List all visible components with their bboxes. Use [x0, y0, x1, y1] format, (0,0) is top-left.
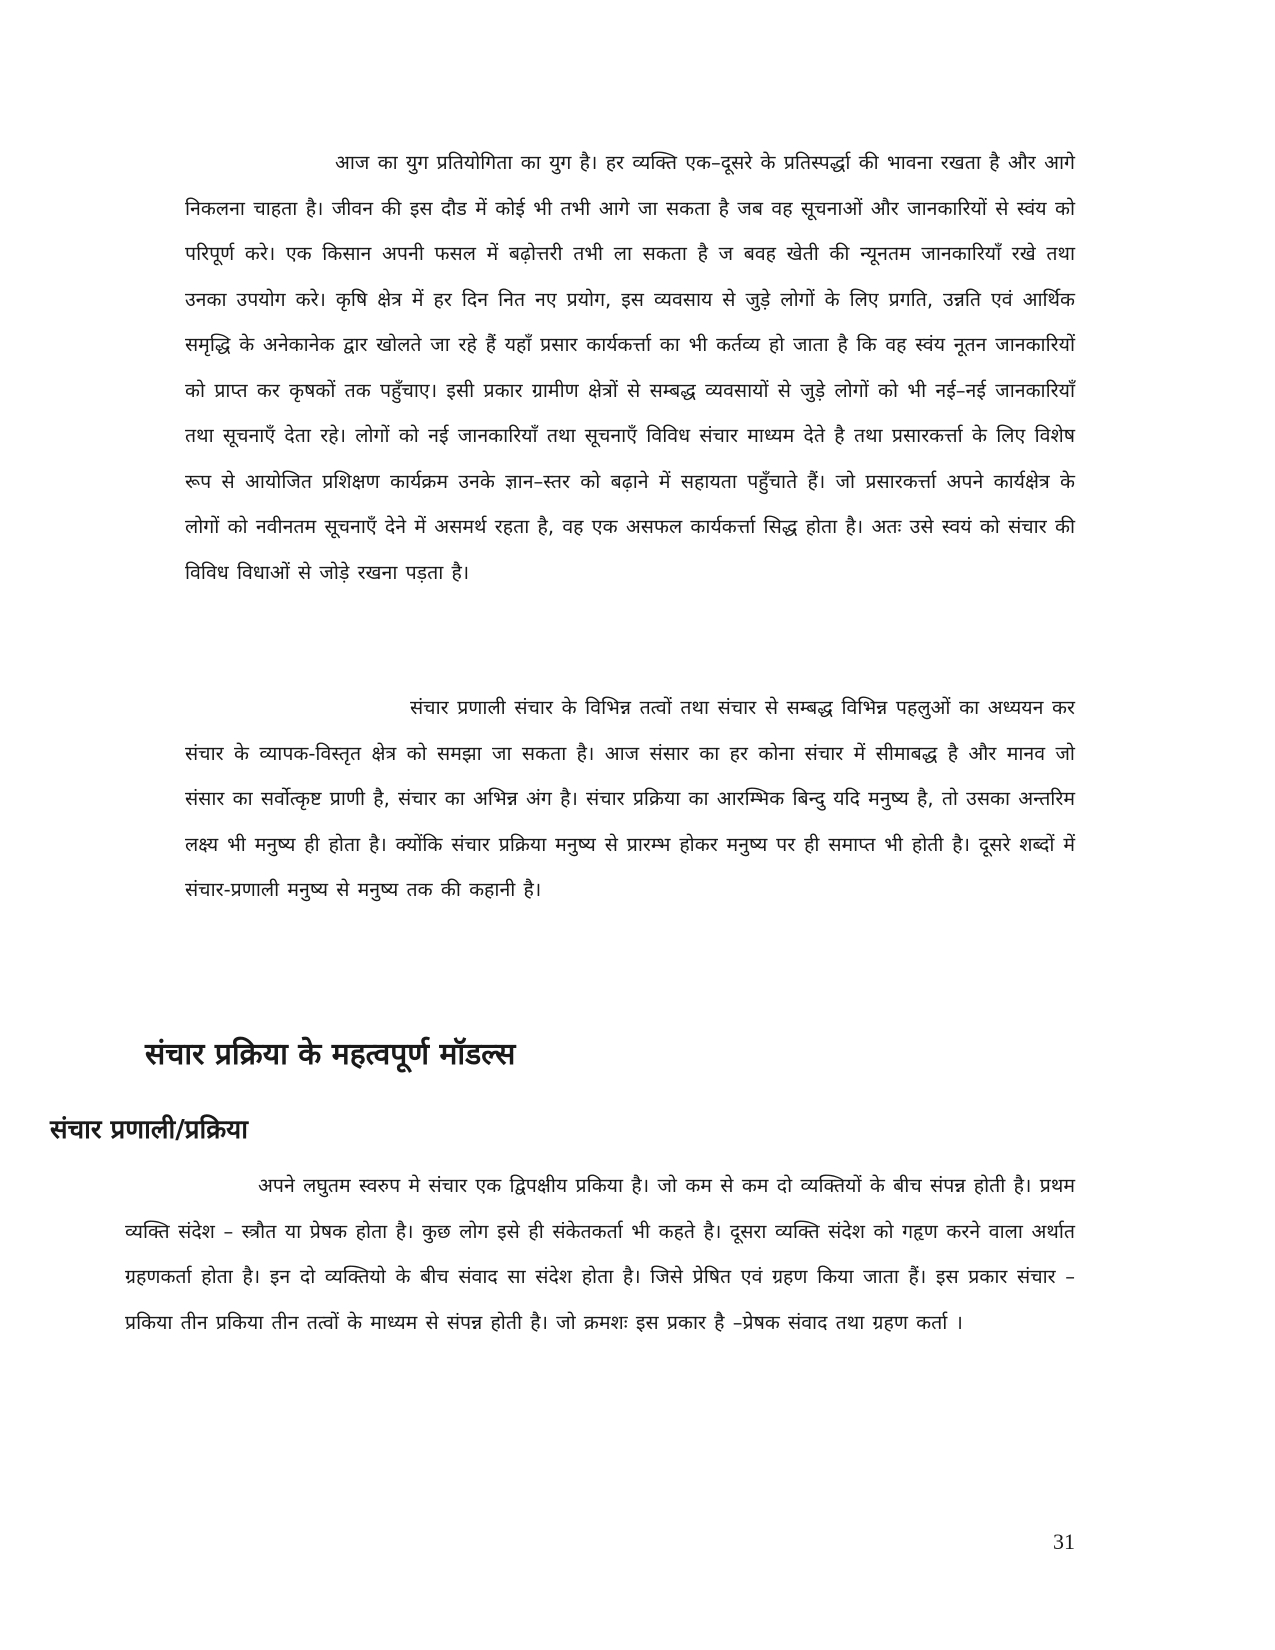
section-heading-models: संचार प्रक्रिया के महत्वपूर्ण मॉडल्स: [145, 1037, 516, 1072]
paragraph-competition-era: आज का युग प्रतियोगिता का युग है। हर व्यक्ति एक–दूसरे के प्रतिस्पर्द्धा की भावना रखता है और आगे निकलना चाहता है। जीवन की इस दौड में कोई भी तभी आगे जा सकता है जब वह सूचनाओं और जानकारियों से स्वंय को परिपूर्ण करे। एक किसान अपनी फसल में बढ़ोत्तरी तभी ला सकता है ज बवह खेती की न्यूनतम जानकारियॉं रखे तथा उनका उपयोग करे। कृषि क्षेत्र में हर दिन नित नए प्रयोग, इस व्यवसाय से जुड़े लोगों के लिए प्रगति, उन्नति एवं आर्थिक समृद्धि के अनेकानेक द्वार खोलते जा रहे हैं यहॉं प्रसार कार्यकर्त्ता का भी कर्तव्य हो जाता है कि वह स्वंय नूतन जानकारियों को प्राप्त कर कृषकों तक पहुँचाए। इसी प्रकार ग्रामीण क्षेत्रों से सम्बद्ध व्यवसायों से जुड़े लोगों को भी नई–नई जानकारियॉं तथा सूचनाऍं देता रहे। लोगों को नई जानकारियॉं तथा सूचनाऍं विविध संचार माध्यम देते है तथा प्रसारकर्त्ता के लिए विशेष रूप से आयोजित प्रशिक्षण कार्यक्रम उनके ज्ञान–स्तर को बढ़ाने में सहायता पहुँचाते हैं। जो प्रसारकर्त्ता अपने कार्यक्षेत्र के लोगों को नवीनतम सूचनाऍं देने में असमर्थ रहता है, वह एक असफल कार्यकर्त्ता सिद्ध होता है। अतः उसे स्वयं को संचार की विविध विधाओं से जोड़े रखना पड़ता है।: [185, 151, 1075, 584]
page-number: 31: [1053, 1529, 1075, 1554]
paragraph-communication-system: संचार प्रणाली संचार के विभिन्न तत्वों तथा संचार से सम्बद्ध विभिन्न पहलुओं का अध्ययन कर संचार के व्यापक-विस्तृत क्षेत्र को समझा जा सकता है। आज संसार का हर कोना संचार में सीमाबद्ध है और मानव जो संसार का सर्वोत्कृष्ट प्राणी है, संचार का अभिन्न अंग है। संचार प्रक्रिया का आरम्भिक बिन्दु यदि मनुष्य है, तो उसका अन्तरिम लक्ष्य भी मनुष्य ही होता है। क्योंकि संचार प्रक्रिया मनुष्य से प्रारम्भ होकर मनुष्य पर ही समाप्त भी होती है। दूसरे शब्दों में संचार-प्रणाली मनुष्य से मनुष्य तक की कहानी है।: [185, 696, 1075, 901]
paragraph-two-way-process: अपने लघुतम स्वरुप मे संचार एक द्विपक्षीय प्रकिया है। जो कम से कम दो व्यक्तियों के बीच संपन्न होती है। प्रथम व्यक्ति संदेश – स्त्रौत या प्रेषक होता है। कुछ लोग इसे ही संकेतकर्ता भी कहते है। दूसरा व्यक्ति संदेश को गहृण करने वाला अर्थात ग्रहणकर्ता होता है। इन दो व्यक्तियो के बीच संवाद सा संदेश होता है। जिसे प्रेषित एवं ग्रहण किया जाता हैं। इस प्रकार संचार – प्रकिया तीन प्रकिया तीन तत्वों के माध्यम से संपन्न होती है। जो क्रमशः इस प्रकार है –प्रेषक संवाद तथा ग्रहण कर्ता ।: [125, 1174, 1075, 1334]
subsection-heading-process: संचार प्रणाली/प्रक्रिया: [50, 1115, 249, 1145]
